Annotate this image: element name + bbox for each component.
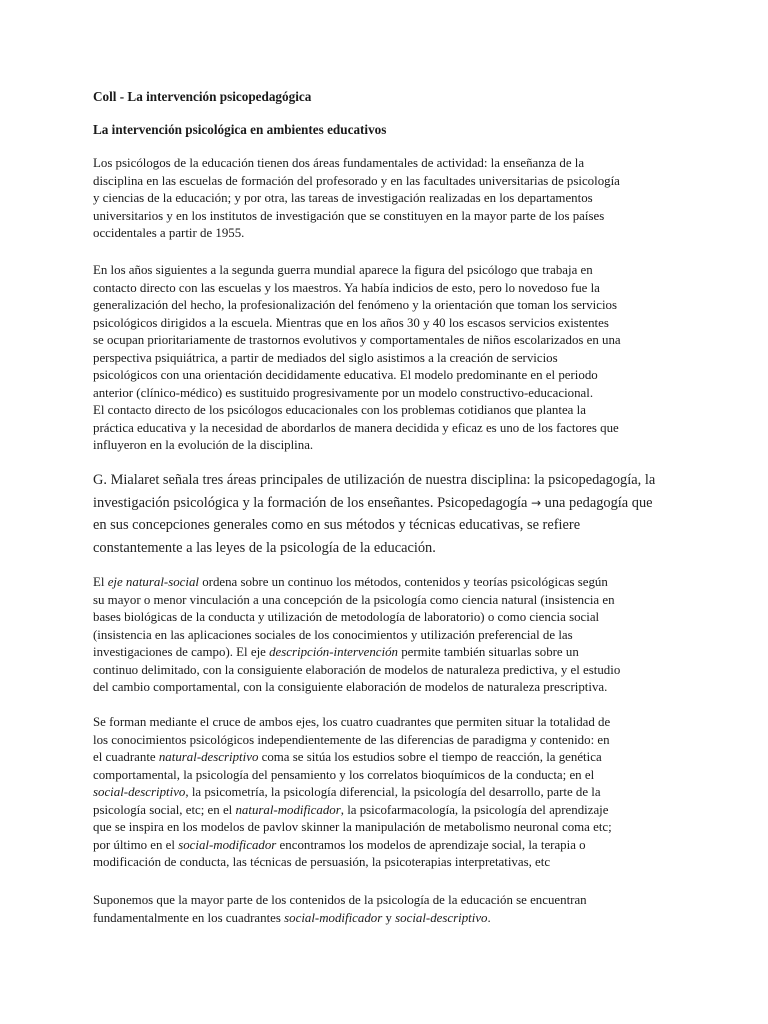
italic-term: natural-modificador bbox=[235, 802, 341, 817]
paragraph-line: G. Mialaret señala tres áreas principales de utilización de nuestra disciplina: la psicopedagogía, la bbox=[93, 472, 656, 488]
text-run: el cuadrante bbox=[93, 750, 159, 764]
text-run: una pedagogía que bbox=[541, 494, 653, 511]
paragraph-line: (insistencia en las aplicaciones sociales de los conocimientos y utilización preferencial de las bbox=[93, 627, 573, 642]
paragraph-line: psicológicos dirigidos a la escuela. Mientras que en los años 30 y 40 los escasos servicios existentes bbox=[93, 315, 609, 330]
paragraph-line: contacto directo con las escuelas y los maestros. Ya había indicios de esto, pero lo novedoso fue la bbox=[93, 280, 600, 295]
paragraph-2 bbox=[93, 262, 689, 455]
paragraph-line bbox=[93, 644, 689, 662]
text-run: por último en el bbox=[93, 837, 179, 852]
text-run: . bbox=[487, 910, 491, 925]
right-arrow-icon: → bbox=[531, 495, 542, 510]
text-run: coma se sitúa los estudios sobre el tiempo de reacción, la genética bbox=[258, 750, 602, 764]
document-title: Coll - La intervención psicopedagógica bbox=[93, 89, 312, 104]
text-run: investigación psicológica y la formación de los enseñantes. Psicopedagogía bbox=[93, 494, 531, 511]
paragraph-6 bbox=[93, 892, 689, 927]
paragraph-line: universitarios y en los institutos de investigación que se constituyen en la mayor parte de los países bbox=[93, 208, 605, 223]
italic-term: eje natural-social bbox=[107, 575, 199, 589]
text-run: El bbox=[93, 575, 108, 589]
paragraph-line: psicológicos con una orientación decididamente educativa. El modelo predominante en el periodo bbox=[93, 368, 598, 382]
paragraph-line: continuo delimitado, con la consiguiente elaboración de modelos de naturaleza predictiva, y el estudio bbox=[93, 662, 621, 677]
text-run: , la psicometría, la psicología diferencial, la psicología del desarrollo, parte de la bbox=[185, 785, 601, 799]
text-run: fundamentalmente en los cuadrantes bbox=[93, 910, 285, 925]
text-run: encontramos los modelos de aprendizaje social, la terapia o bbox=[276, 837, 586, 852]
section-heading: La intervención psicológica en ambientes educativos bbox=[93, 122, 387, 137]
paragraph-line: Se forman mediante el cruce de ambos ejes, los cuatro cuadrantes que permiten situar la totalidad de bbox=[93, 715, 611, 729]
paragraph-line bbox=[93, 910, 689, 928]
paragraph-line: Suponemos que la mayor parte de los contenidos de la psicología de la educación se encuentran bbox=[93, 893, 587, 907]
paragraph-line: Los psicólogos de la educación tienen dos áreas fundamentales de actividad: la enseñanza de la bbox=[93, 156, 585, 170]
paragraph-1 bbox=[93, 155, 689, 243]
paragraph-line: que se inspira en los modelos de pavlov skinner la manipulación de metabolismo neuronal coma etc; bbox=[93, 820, 612, 834]
paragraph-line: constantemente a las leyes de la psicología de la educación. bbox=[93, 540, 436, 557]
paragraph-line: generalización del hecho, la profesionalización del fenómeno y la orientación que toman los servicios bbox=[93, 298, 618, 312]
paragraph-line: occidentales a partir de 1955. bbox=[93, 226, 245, 240]
paragraph-3 bbox=[93, 469, 689, 560]
paragraph-line: en sus concepciones generales como en sus métodos y técnicas educativas, se refiere bbox=[93, 517, 581, 534]
paragraph-line bbox=[93, 749, 689, 767]
italic-term: social-modificador bbox=[284, 910, 383, 925]
paragraph-line: se ocupan prioritariamente de trastornos evolutivos y comportamentales de niños escolarizados en una bbox=[93, 333, 621, 347]
paragraph-line: disciplina en las escuelas de formación del profesorado y en las facultades universitarias de psicología bbox=[93, 173, 620, 188]
paragraph-line: En los años siguientes a la segunda guerra mundial aparece la figura del psicólogo que trabaja en bbox=[93, 263, 593, 277]
paragraph-line: bases biológicas de la conducta y utilización de metodología de laboratorio) o como ciencia social bbox=[93, 610, 600, 624]
text-run: , la psicofarmacología, la psicología del aprendizaje bbox=[340, 802, 609, 817]
paragraph-line bbox=[93, 784, 689, 802]
paragraph-line bbox=[93, 837, 689, 855]
italic-term: natural-descriptivo bbox=[158, 750, 259, 764]
paragraph-line: su mayor o menor vinculación a una concepción de la psicología como ciencia natural (insistencia en bbox=[93, 592, 615, 607]
paragraph-line: modificación de conducta, las técnicas de persuasión, la psicoterapias interpretativas, etc bbox=[93, 855, 551, 869]
paragraph-line: los conocimientos psicológicos independientemente de las diferencias de paradigma y contenido: en bbox=[93, 732, 610, 747]
paragraph-line: comportamental, la psicología del pensamiento y los correlatos bioquímicos de la conducta; en el bbox=[93, 767, 595, 782]
paragraph-line: anterior (clínico-médico) es sustituido progresivamente por un modelo constructivo-educacional. bbox=[93, 385, 594, 400]
paragraph-line: del cambio comportamental, con la consiguiente elaboración de modelos de naturaleza prescriptiva. bbox=[93, 680, 608, 694]
italic-term: descripción-intervención bbox=[269, 645, 398, 659]
paragraph-line: El contacto directo de los psicólogos educacionales con los problemas cotidianos que plantea la bbox=[93, 403, 586, 417]
paragraph-5 bbox=[93, 714, 689, 872]
paragraph-line: y ciencias de la educación; y por otra, las tareas de investigación realizadas en los departamentos bbox=[93, 191, 593, 205]
text-run: y bbox=[382, 910, 396, 925]
italic-term: social-descriptivo bbox=[93, 785, 186, 799]
paragraph-4 bbox=[93, 574, 689, 697]
paragraph-line bbox=[93, 802, 689, 820]
paragraph-line bbox=[93, 492, 689, 515]
paragraph-line: práctica educativa y la necesidad de abordarlos de manera decidida y eficaz es uno de los factores que bbox=[93, 420, 619, 435]
text-run: psicología social, etc; en el bbox=[93, 802, 236, 817]
text-run: permite también situarlas sobre un bbox=[397, 645, 579, 659]
italic-term: social-descriptivo bbox=[395, 910, 488, 925]
text-run: ordena sobre un continuo los métodos, contenidos y teorías psicológicas según bbox=[198, 575, 608, 589]
text-run: investigaciones de campo). El eje bbox=[93, 645, 270, 659]
paragraph-line: influyeron en la evolución de la disciplina. bbox=[93, 438, 314, 452]
paragraph-line bbox=[93, 574, 689, 592]
paragraph-line: perspectiva psiquiátrica, a partir de mediados del siglo asistimos a la creación de servicios bbox=[93, 350, 558, 365]
italic-term: social-modificador bbox=[178, 837, 277, 852]
